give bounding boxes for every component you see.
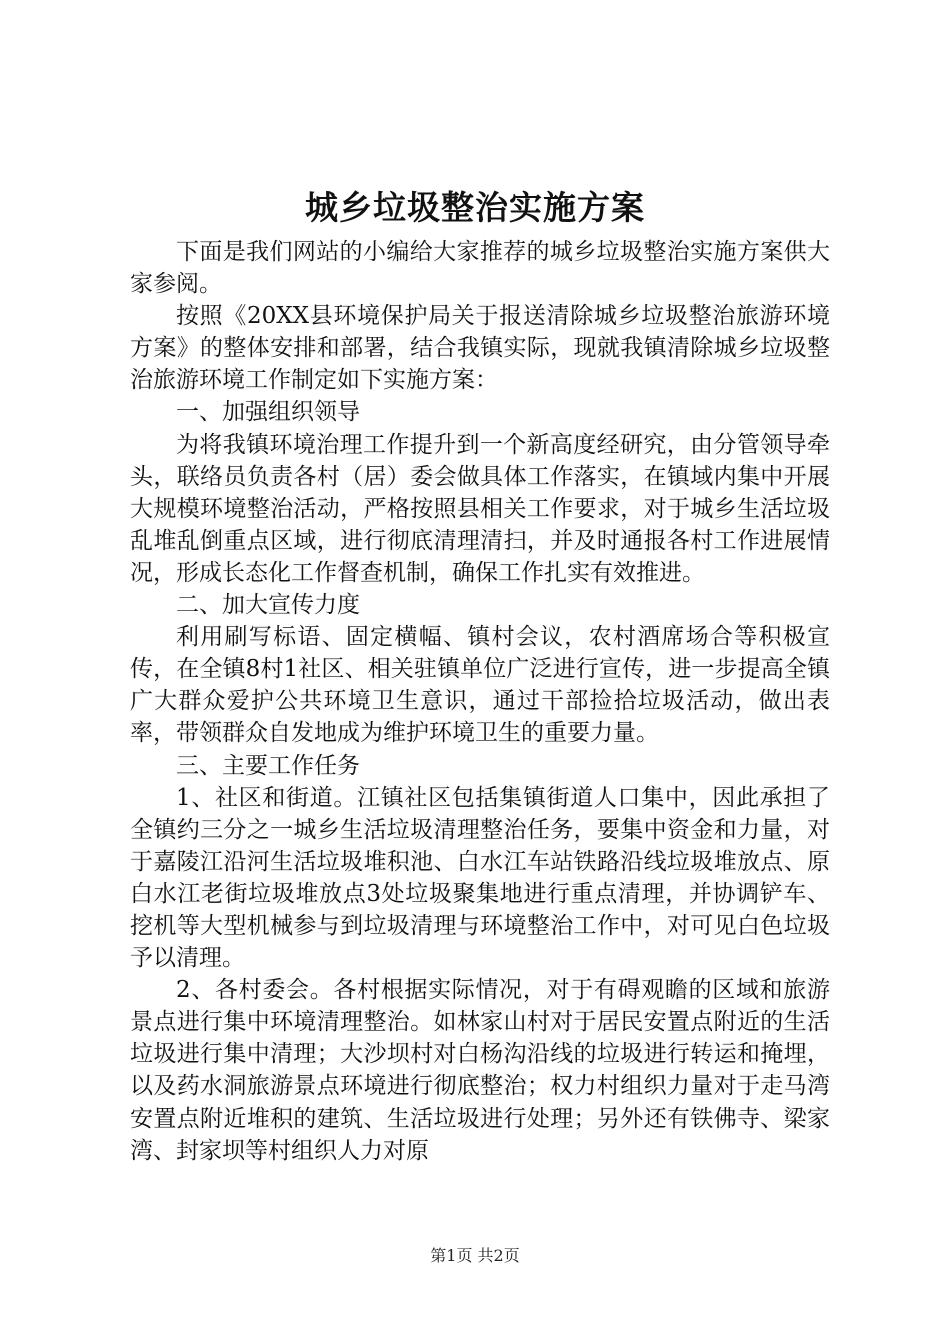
paragraph-task-2: 2、各村委会。各村根据实际情况，对于有碍观瞻的区域和旅游景点进行集中环境清理整治。如林家山村对于居民安置点附近的生活垃圾进行集中清理；大沙坝村对白杨沟沿线的垃圾进行转运和掩埋，以及药水洞旅游景点环境进行彻底整治；权力村组织力量对于走马湾安置点附近堆积的建筑、生活垃圾进行处理；另外还有铁佛寺、梁家湾、封家坝等村组织人力对原 xyxy=(130,977,830,1164)
paragraph-section-1: 为将我镇环境治理工作提升到一个新高度经研究，由分管领导牵头，联络员负责各村（居）委会做具体工作落实，在镇域内集中开展大规模环境整治活动，严格按照县相关工作要求，对于城乡生活垃圾乱堆乱倒重点区域，进行彻底清理清扫，并及时通报各村工作进展情况，形成长态化工作督查机制，确保工作扎实有效推进。 xyxy=(130,431,830,586)
document-title: 城乡垃圾整治实施方案 xyxy=(305,188,645,227)
document-body xyxy=(130,236,830,1167)
paragraph-task-1: 1、社区和街道。江镇社区包括集镇街道人口集中，因此承担了全镇约三分之一城乡生活垃圾清理整治任务，要集中资金和力量，对于嘉陵江沿河生活垃圾堆积池、白水江车站铁路沿线垃圾堆放点、原白水江老街垃圾堆放点3处垃圾聚集地进行重点清理，并协调铲车、挖机等大型机械参与到垃圾清理与环境整治工作中，对可见白色垃圾予以清理。 xyxy=(130,784,830,972)
section-heading-1: 一、加强组织领导 xyxy=(176,399,360,426)
section-heading-2: 二、加大宣传力度 xyxy=(176,592,360,619)
paragraph-section-2: 利用刷写标语、固定横幅、镇村会议，农村酒席场合等积极宣传，在全镇8村1社区、相关驻镇单位广泛进行宣传，进一步提高全镇广大群众爱护公共环境卫生意识，通过干部捡拾垃圾活动，做出表率，带领群众自发地成为维护环境卫生的重要力量。 xyxy=(130,624,830,747)
section-heading-3: 三、主要工作任务 xyxy=(176,752,360,779)
page-number-footer: 第1页 共2页 xyxy=(430,1246,520,1265)
paragraph-intro: 下面是我们网站的小编给大家推荐的城乡垃圾整治实施方案供大家参阅。 xyxy=(130,239,830,298)
paragraph-basis: 按照《20XX县环境保护局关于报送清除城乡垃圾整治旅游环境方案》的整体安排和部署，结合我镇实际，现就我镇清除城乡垃圾整治旅游环境工作制定如下实施方案： xyxy=(130,303,830,394)
